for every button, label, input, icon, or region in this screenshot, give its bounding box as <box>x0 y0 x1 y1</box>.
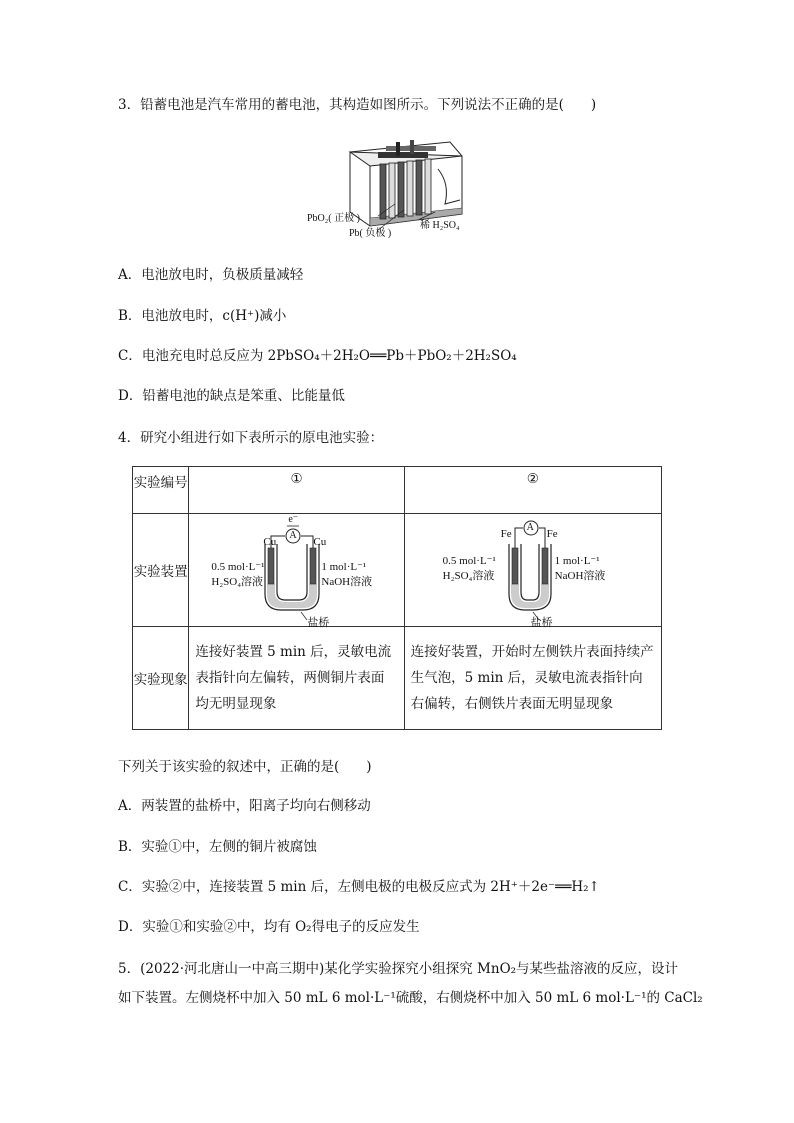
exp2-apparatus-cell <box>404 514 661 627</box>
exp2-left-metal: Fe <box>500 528 512 540</box>
pbo2-label: PbO₂( 正极 ) <box>307 213 360 224</box>
lead-acid-battery-figure <box>300 134 500 244</box>
q3-option-d: D．铅蓄电池的缺点是笨重、比能量低 <box>118 388 345 404</box>
experiment-table <box>132 466 662 730</box>
exp1-right-conc: 1 mol·L⁻¹ <box>321 561 367 573</box>
exp2-left-conc: 0.5 mol·L⁻¹ <box>442 555 496 567</box>
exp2-bridge-label: 盐桥 <box>530 617 553 629</box>
exp1-right-sol: NaOH溶液 <box>321 576 373 588</box>
row-label-id: 实验编号 <box>133 467 189 514</box>
exp1-left-sol: H₂SO₄溶液 <box>211 576 264 588</box>
q4-option-a: A．两装置的盐桥中，阳离子均向右侧移动 <box>118 798 371 814</box>
q4-option-c: C．实验②中，连接装置 5 min 后，左侧电极的电极反应式为 2H⁺＋2e⁻══H₂↑ <box>118 879 600 895</box>
q4-option-d: D．实验①和实验②中，均有 O₂得电子的反应发生 <box>118 919 420 935</box>
exp1-meter-label: A <box>289 530 297 541</box>
row-label-apparatus: 实验装置 <box>133 514 189 627</box>
q3-option-c: C．电池充电时总反应为 2PbSO₄＋2H₂O══Pb＋PbO₂＋2H₂SO₄ <box>118 348 517 364</box>
exp1-id: ① <box>189 467 404 514</box>
exp2-meter-label: A <box>526 522 534 533</box>
exp2-id: ② <box>404 467 661 514</box>
exp1-apparatus-cell <box>189 514 404 627</box>
q4-stem: 4．研究小组进行如下表所示的原电池实验： <box>118 430 384 446</box>
exp1-left-metal: Cu <box>263 536 277 548</box>
row-label-observation: 实验现象 <box>133 627 189 730</box>
q4-option-b: B．实验①中，左侧的铜片被腐蚀 <box>118 839 317 855</box>
exp2-observation: 连接好装置，开始时左侧铁片表面持续产生气泡，5 min 后，灵敏电流表指针向右偏转，右侧铁片表面无明显现象 <box>404 627 661 730</box>
exp2-right-metal: Fe <box>546 528 558 540</box>
exp1-observation: 连接好装置 5 min 后，灵敏电流表指针向左偏转，两侧铜片表面均无明显现象 <box>189 627 404 730</box>
acid-label: 稀 H₂SO₄ <box>420 220 460 231</box>
exp1-electron-label: e⁻ <box>288 514 299 525</box>
pb-label: Pb( 负极 ) <box>349 228 392 239</box>
exp1-right-metal: Cu <box>313 536 327 548</box>
q4-question: 下列关于该实验的叙述中，正确的是( ) <box>118 759 372 775</box>
q5-line2: 如下装置。左侧烧杯中加入 50 mL 6 mol·L⁻¹硫酸，右侧烧杯中加入 50 mL 6 mol·L⁻¹的 CaCl₂ <box>118 990 703 1006</box>
q5-line1: 5．(2022·河北唐山一中高三期中)某化学实验探究小组探究 MnO₂与某些盐溶液的反应，设计 <box>118 961 679 977</box>
q3-option-b: B．电池放电时，c(H⁺)减小 <box>118 308 287 324</box>
exp1-left-conc: 0.5 mol·L⁻¹ <box>211 561 265 573</box>
exp2-right-sol: NaOH溶液 <box>554 570 606 582</box>
exp1-bridge-label: 盐桥 <box>307 617 330 629</box>
q3-option-a: A．电池放电时，负极质量减轻 <box>118 267 304 283</box>
exp2-left-sol: H₂SO₄溶液 <box>442 570 495 582</box>
exp2-right-conc: 1 mol·L⁻¹ <box>554 555 600 567</box>
q3-stem: 3．铅蓄电池是汽车常用的蓄电池，其构造如图所示。下列说法不正确的是( ) <box>118 97 597 113</box>
